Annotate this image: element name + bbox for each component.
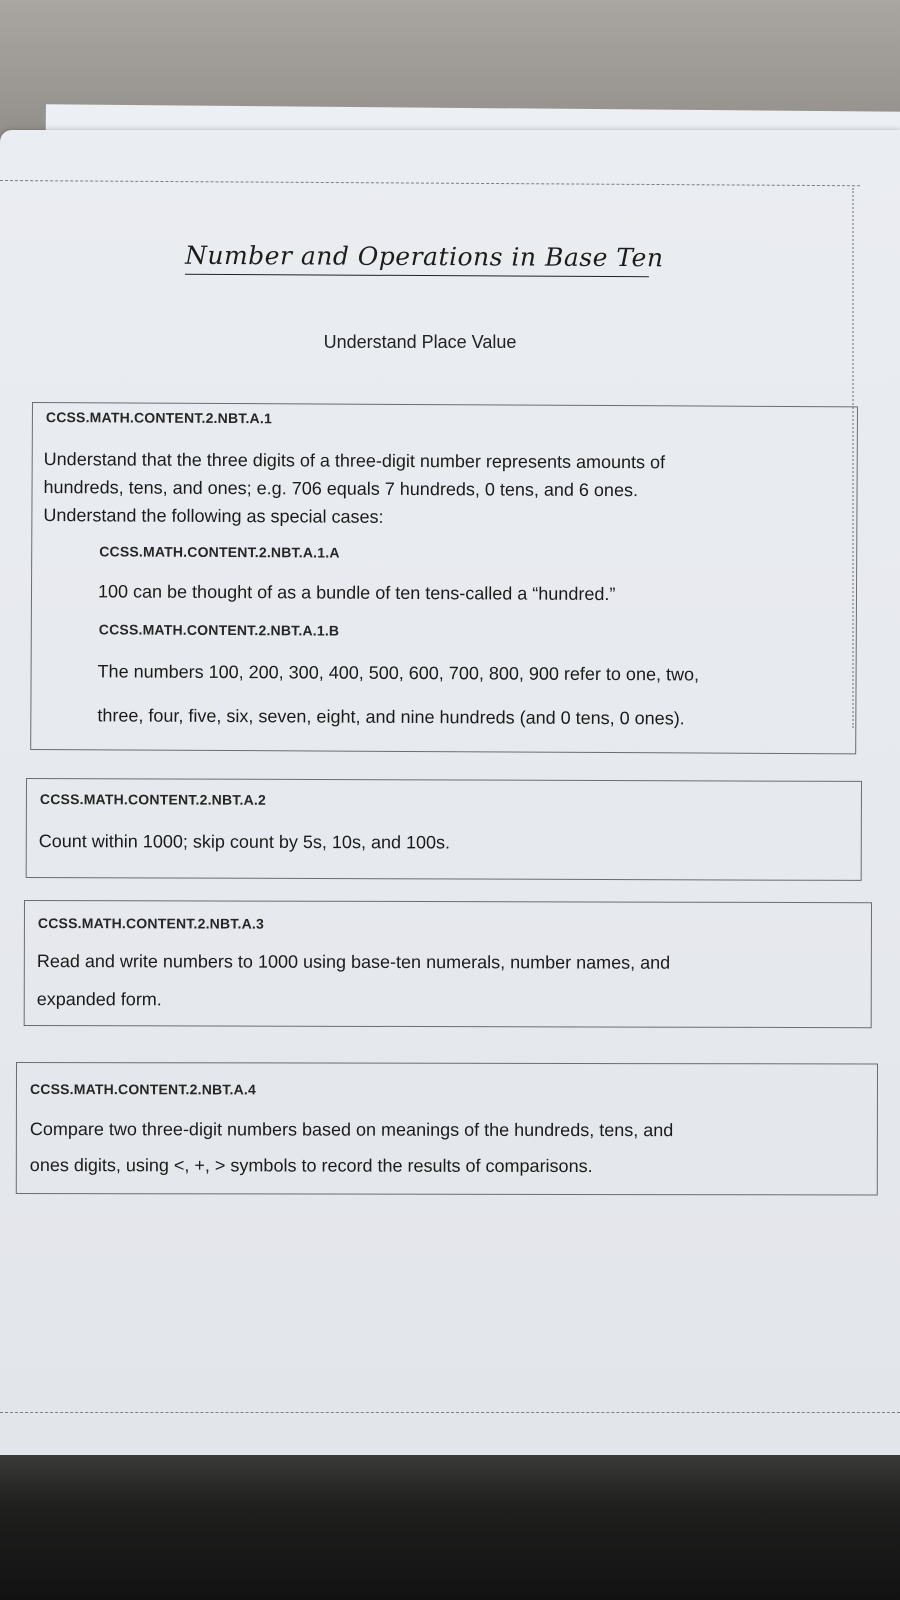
page-subtitle: Understand Place Value [323, 332, 517, 352]
standard-text-line: expanded form. [36, 989, 162, 1010]
standard-code: CCSS.MATH.CONTENT.2.NBT.A.4 [29, 1081, 257, 1098]
standard-code: CCSS.MATH.CONTENT.2.NBT.A.2 [39, 791, 267, 808]
standard-text-line: ones digits, using <, +, > symbols to record the results of comparisons. [29, 1155, 593, 1177]
standard-text-line: Compare two three-digit numbers based on meanings of the hundreds, tens, and [29, 1119, 674, 1141]
standard-code: CCSS.MATH.CONTENT.2.NBT.A.1 [45, 409, 273, 427]
desk-background-bottom [0, 1455, 900, 1600]
sub-standard-code: CCSS.MATH.CONTENT.2.NBT.A.1.B [98, 621, 340, 639]
standard-box-a3 [24, 900, 872, 1028]
sub-standard-text-line: 100 can be thought of as a bundle of ten tens-called a “hundred.” [97, 581, 616, 605]
page-title: Number and Operations in Base Ten [185, 241, 649, 277]
standard-text-line: Understand the following as special cases: [43, 505, 384, 527]
standard-box-a2 [26, 778, 862, 881]
document-page [0, 130, 900, 1460]
bottom-dashed-border [0, 1412, 900, 1413]
standard-text-line: Count within 1000; skip count by 5s, 10s, and 100s. [38, 831, 451, 853]
sub-standard-text-line: three, four, five, six, seven, eight, and nine hundreds (and 0 tens, 0 ones). [97, 705, 685, 729]
standard-text-line: hundreds, tens, and ones; e.g. 706 equals 7 hundreds, 0 tens, and 6 ones. [43, 477, 639, 501]
standard-text-line: Understand that the three digits of a three-digit number represents amounts of [43, 449, 666, 473]
standard-code: CCSS.MATH.CONTENT.2.NBT.A.3 [37, 915, 265, 932]
standard-box-a4 [16, 1062, 878, 1196]
standard-text-line: Read and write numbers to 1000 using base-ten numerals, number names, and [36, 951, 671, 973]
sub-standard-text-line: The numbers 100, 200, 300, 400, 500, 600, 700, 800, 900 refer to one, two, [97, 661, 700, 685]
sub-standard-code: CCSS.MATH.CONTENT.2.NBT.A.1.A [99, 543, 340, 561]
standard-box-a1 [30, 402, 858, 754]
top-dashed-border [0, 180, 860, 186]
